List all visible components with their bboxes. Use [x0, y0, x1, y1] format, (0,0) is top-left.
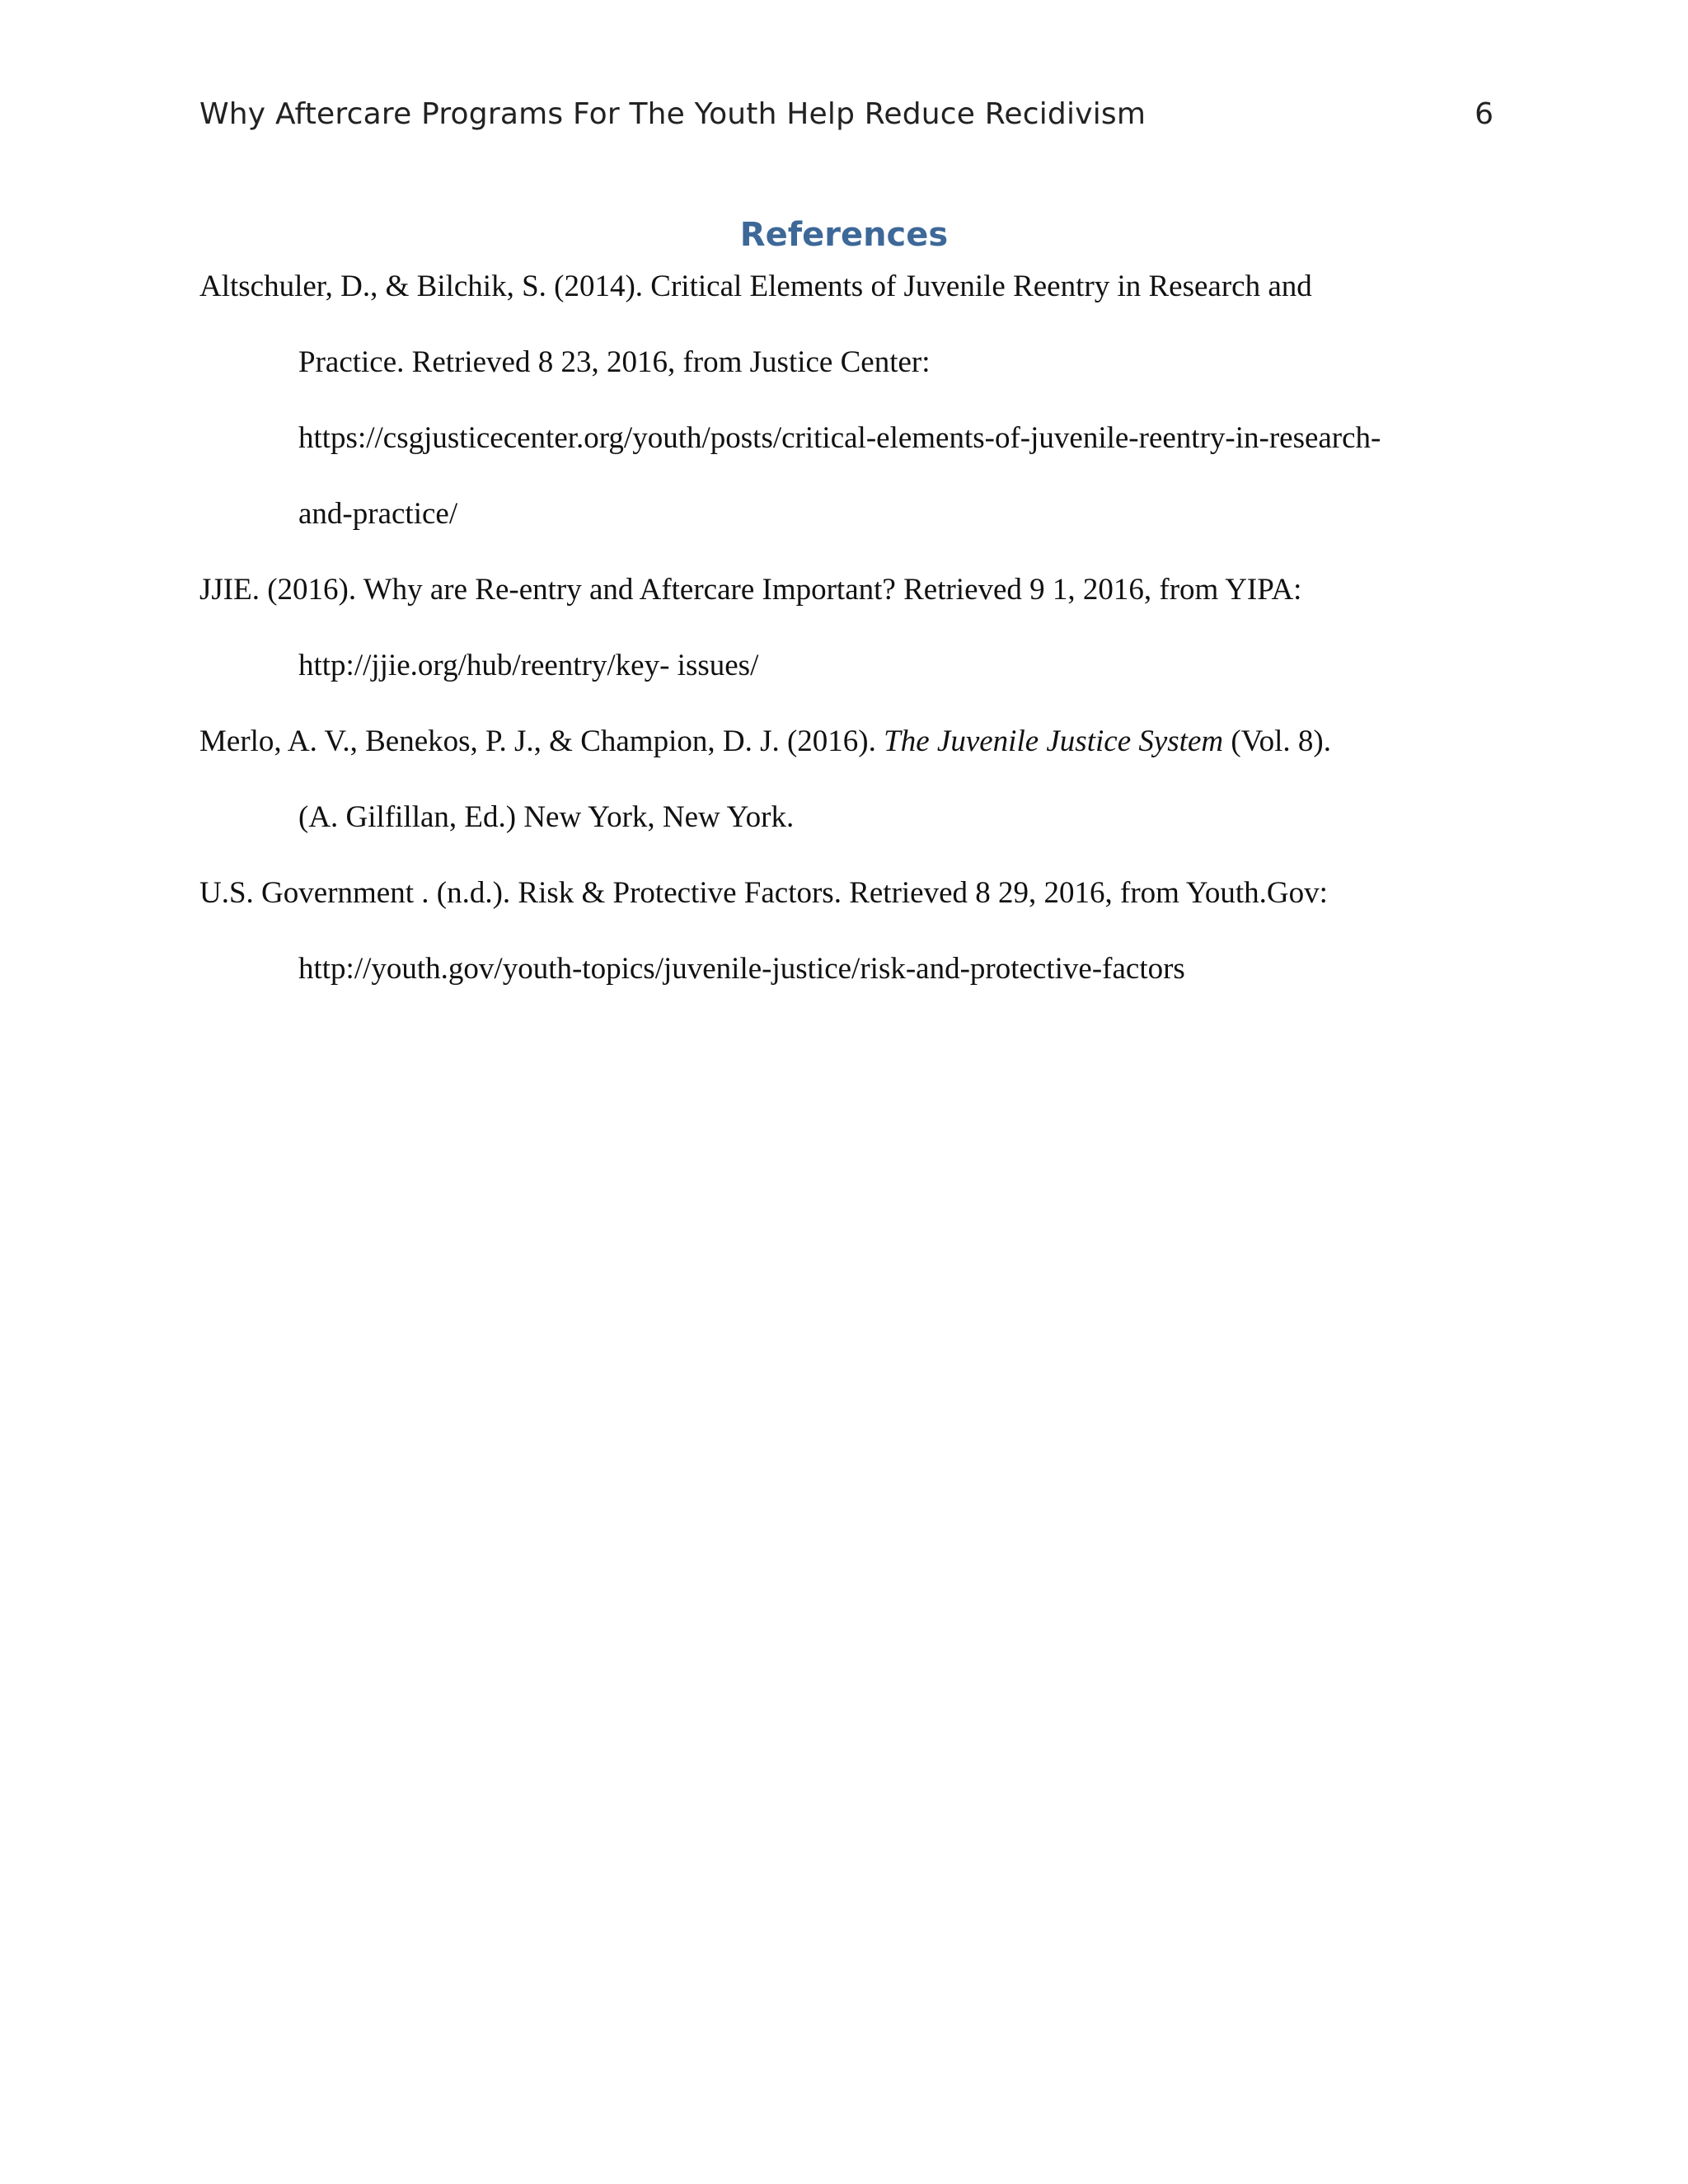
- reference-line: [199, 717, 1331, 766]
- reference-url[interactable]: http://youth.gov/youth-topics/juvenile-justice/risk-and-protective-factors: [298, 952, 1185, 986]
- reference-line: JJIE. (2016). Why are Re-entry and Aftercare Important? Retrieved 9 1, 2016, from YIPA:: [199, 573, 1302, 607]
- reference-url[interactable]: https://csgjusticecenter.org/youth/posts/critical-elements-of-juvenile-reentry-in-research-: [298, 421, 1381, 455]
- reference-line: Practice. Retrieved 8 23, 2016, from Justice Center:: [298, 345, 931, 379]
- reference-text: (Vol. 8).: [1223, 724, 1331, 758]
- reference-text: Merlo, A. V., Benekos, P. J., & Champion, D. J. (2016).: [199, 724, 884, 758]
- reference-url[interactable]: http://jjie.org/hub/reentry/key- issues/: [298, 649, 759, 682]
- running-title: Why Aftercare Programs For The Youth Help Reduce Recidivism: [199, 97, 1146, 131]
- reference-book-title: The Juvenile Justice System: [884, 724, 1224, 758]
- reference-line: U.S. Government . (n.d.). Risk & Protective Factors. Retrieved 8 29, 2016, from Youth.Gov:: [199, 876, 1328, 910]
- reference-line: Altschuler, D., & Bilchik, S. (2014). Critical Elements of Juvenile Reentry in Research and: [199, 269, 1312, 303]
- reference-line: (A. Gilfillan, Ed.) New York, New York.: [298, 800, 795, 834]
- running-header: [199, 92, 1493, 142]
- page-number: 6: [1475, 97, 1493, 131]
- references-heading: References: [739, 216, 949, 254]
- reference-url[interactable]: and-practice/: [298, 497, 458, 531]
